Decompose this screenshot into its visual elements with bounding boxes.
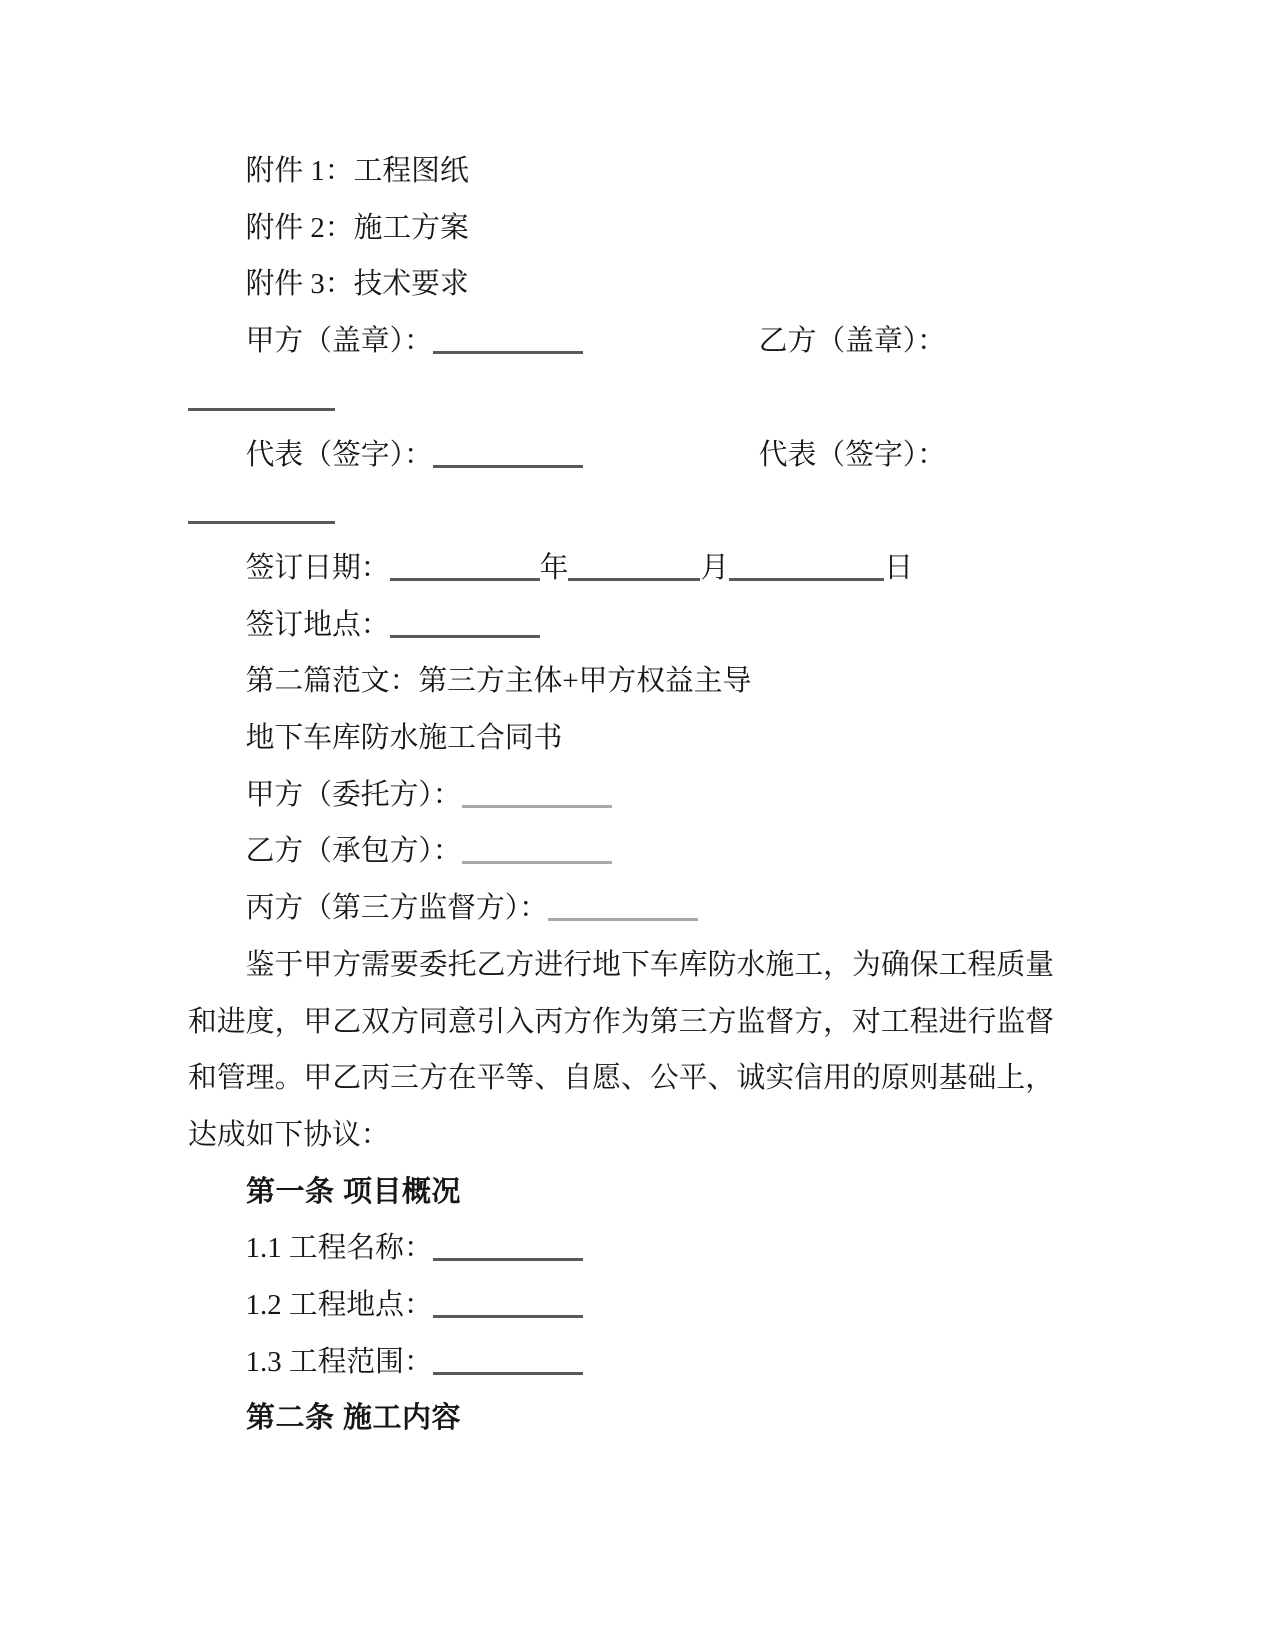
- representative-sign-line: [188, 427, 1054, 484]
- party-b-rep-blank-underline: [188, 521, 335, 524]
- part2-heading-text: 第二篇范文：第三方主体+甲方权益主导: [245, 665, 752, 698]
- attachment-line-1: [188, 143, 1054, 200]
- party-a-rep-label: 代表（签字）：: [245, 438, 433, 471]
- sign-date-label: 签订日期：: [245, 551, 390, 584]
- wrapped-underline-line-1: [188, 370, 1054, 427]
- article2-heading-text: 第二条 施工内容: [246, 1402, 462, 1435]
- month-blank-underline: [568, 578, 700, 581]
- day-label: 日: [884, 551, 914, 584]
- party-b-label: 乙方（承包方）：: [245, 835, 462, 868]
- article2-heading-line: [188, 1390, 1054, 1447]
- party-b-seal-blank-underline: [188, 408, 335, 411]
- day-blank-underline: [729, 578, 884, 581]
- sign-date-line: [188, 540, 1054, 597]
- year-label: 年: [539, 551, 569, 584]
- article1-heading-text: 第一条 项目概况: [246, 1175, 462, 1208]
- party-a-seal-blank-underline: [433, 351, 583, 354]
- seal-line: [188, 313, 1054, 370]
- project-name-label: 1.1 工程名称：: [245, 1232, 433, 1265]
- wrapped-underline-line-2: [188, 483, 1054, 540]
- contract-title-text: 地下车库防水施工合同书: [245, 722, 563, 755]
- party-c-blank-underline: [548, 918, 698, 921]
- sign-place-label: 签订地点：: [245, 608, 390, 641]
- attachment-3-text: 附件 3：技术要求: [245, 268, 469, 301]
- project-name-blank-underline: [433, 1258, 583, 1261]
- contract-title-line: [188, 710, 1054, 767]
- attachment-2-text: 附件 2：施工方案: [245, 211, 469, 244]
- article1-heading-line: [188, 1164, 1054, 1221]
- article1-item-line-2: [188, 1277, 1054, 1334]
- attachment-line-3: [188, 256, 1054, 313]
- project-location-label: 1.2 工程地点：: [245, 1289, 433, 1322]
- party-b-rep-label: 代表（签字）：: [758, 438, 946, 471]
- part2-heading-line: [188, 653, 1054, 710]
- party-a-blank-underline: [462, 805, 612, 808]
- party-b-blank-underline: [462, 861, 612, 864]
- project-scope-label: 1.3 工程范围：: [245, 1345, 433, 1378]
- party-a-label: 甲方（委托方）：: [245, 778, 462, 811]
- party-c-label: 丙方（第三方监督方）：: [245, 892, 548, 925]
- sign-place-blank-underline: [390, 635, 540, 638]
- article1-item-line-1: [188, 1220, 1054, 1277]
- attachment-1-text: 附件 1：工程图纸: [245, 155, 469, 187]
- preamble-paragraph: 鉴于甲方需要委托乙方进行地下车库防水施工，为确保工程质量和进度，甲乙双方同意引入丙方作为第三方监督方，对工程进行监督和管理。甲乙丙三方在平等、自愿、公平、诚实信用的原则基础上，达成如下协议：: [188, 948, 1054, 1151]
- party-a-rep-blank-underline: [433, 465, 583, 468]
- party-c-line: [188, 880, 1054, 937]
- sign-place-line: [188, 597, 1054, 654]
- party-b-line: [188, 823, 1054, 880]
- project-location-blank-underline: [433, 1315, 583, 1318]
- party-a-seal-label: 甲方（盖章）：: [245, 325, 433, 358]
- project-scope-blank-underline: [433, 1372, 583, 1375]
- month-label: 月: [700, 551, 730, 584]
- party-b-seal-label: 乙方（盖章）：: [758, 325, 946, 358]
- attachment-line-2: [188, 200, 1054, 257]
- party-a-line: [188, 767, 1054, 824]
- year-blank-underline: [390, 578, 540, 581]
- article1-item-line-3: [188, 1334, 1054, 1391]
